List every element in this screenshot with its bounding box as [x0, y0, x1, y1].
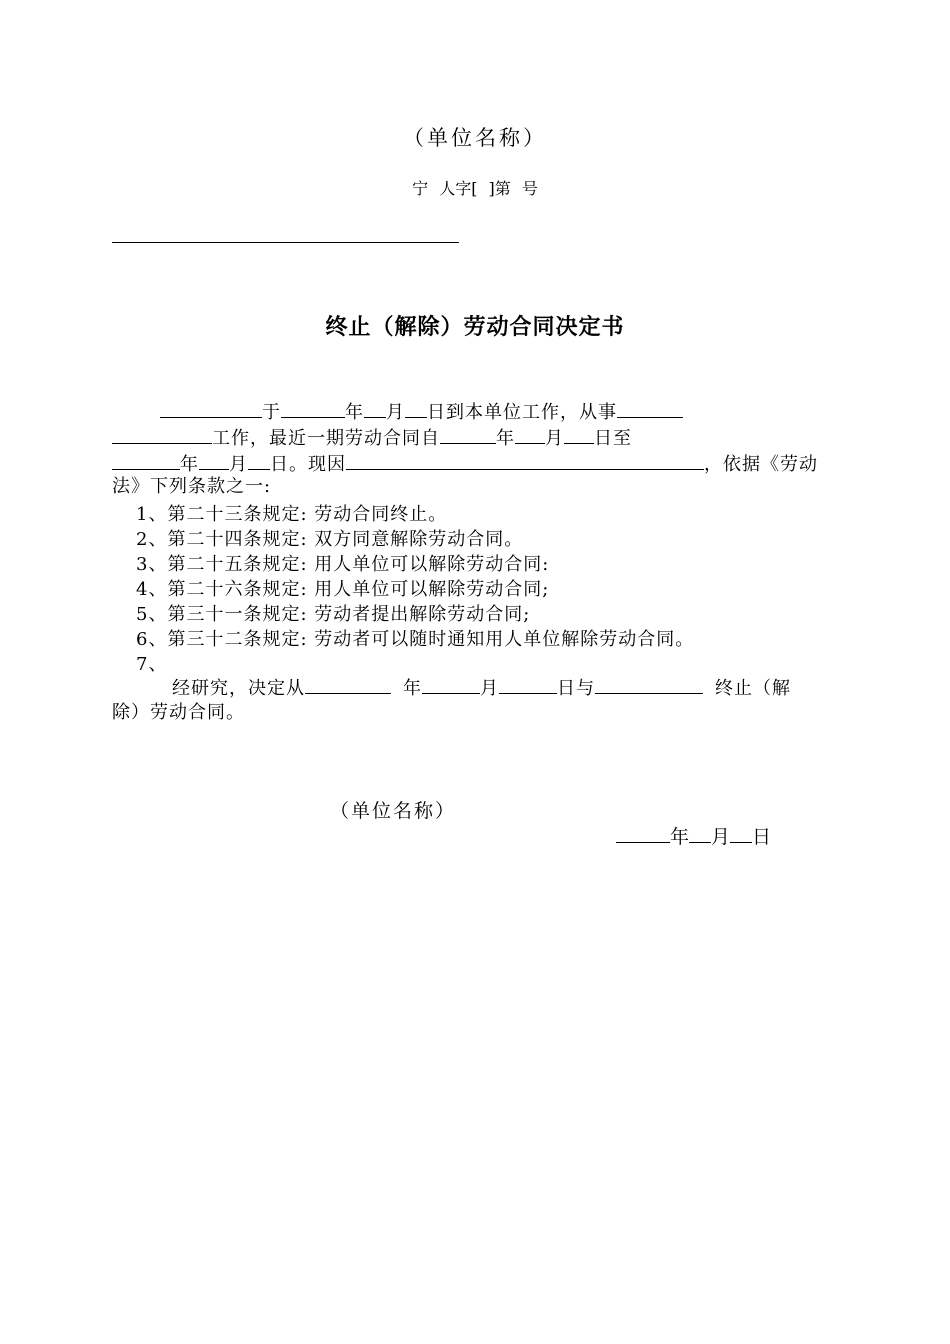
- body-ri-xianyin: 日。现因: [270, 454, 346, 475]
- clause-item: 6、第三十二条规定: 劳动者可以随时通知用人单位解除劳动合同。: [136, 629, 695, 650]
- decision-nian: 年: [403, 678, 422, 699]
- signature-yue: 月: [711, 826, 731, 848]
- clause-item: 4、第二十六条规定: 用人单位可以解除劳动合同;: [136, 579, 550, 600]
- clause-item: 5、第三十一条规定: 劳动者提出解除劳动合同;: [136, 604, 531, 625]
- signature-day-blank[interactable]: [730, 824, 752, 843]
- start-month-blank[interactable]: [364, 399, 386, 418]
- contract-start-day-blank[interactable]: [564, 425, 594, 444]
- clause-item: 1、第二十三条规定: 劳动合同终止。: [136, 504, 448, 525]
- body-ri-zhi: 日至: [594, 428, 632, 449]
- clause-item: 3、第二十五条规定: 用人单位可以解除劳动合同:: [136, 554, 550, 575]
- decision-line-2: 除）劳动合同。: [112, 702, 245, 723]
- contract-end-day-blank[interactable]: [248, 451, 270, 470]
- decision-lead: 经研究，决定从: [172, 678, 305, 699]
- signature-nian: 年: [670, 826, 690, 848]
- issuer-unit-name: （单位名称）: [403, 126, 547, 150]
- body-yue-2: 月: [545, 428, 564, 449]
- body-ri-dao: 日到本单位工作，从事: [427, 402, 617, 423]
- body-yu: 于: [262, 402, 281, 423]
- body-yue-3: 月: [229, 454, 248, 475]
- body-line-2: [112, 425, 632, 451]
- start-year-blank[interactable]: [281, 399, 345, 418]
- body-yue: 月: [386, 402, 405, 423]
- signature-unit-name: （单位名称）: [330, 800, 457, 822]
- contract-start-year-blank[interactable]: [440, 425, 496, 444]
- start-day-blank[interactable]: [405, 399, 427, 418]
- document-title: 终止（解除）劳动合同决定书: [325, 314, 625, 340]
- signature-date: [616, 822, 771, 849]
- decision-line-1: [172, 675, 791, 701]
- decision-yue: 月: [480, 678, 499, 699]
- decision-year-blank[interactable]: [305, 675, 391, 694]
- body-yiju: ，依据《劳动: [704, 454, 818, 475]
- body-gongzuo: 工作，最近一期劳动合同自: [212, 428, 440, 449]
- document-number: 宁 人字[ ]第 号: [412, 179, 538, 198]
- clause-item: 7、: [136, 654, 168, 675]
- contract-start-month-blank[interactable]: [515, 425, 545, 444]
- decision-tail: 终止（解: [715, 678, 791, 699]
- job-blank-a[interactable]: [617, 399, 683, 418]
- body-nian: 年: [345, 402, 364, 423]
- signature-month-blank[interactable]: [689, 824, 711, 843]
- body-line-1: [160, 399, 683, 425]
- body-nian-3: 年: [180, 454, 199, 475]
- decision-ri-yu: 日与: [557, 678, 595, 699]
- clause-item: 2、第二十四条规定: 双方同意解除劳动合同。: [136, 529, 524, 550]
- reason-blank[interactable]: [346, 451, 704, 470]
- decision-employee-blank[interactable]: [595, 675, 703, 694]
- signature-ri: 日: [752, 826, 772, 848]
- body-line-3: [112, 451, 818, 477]
- contract-end-month-blank[interactable]: [199, 451, 229, 470]
- employee-name-blank[interactable]: [160, 399, 262, 418]
- decision-month-blank[interactable]: [422, 675, 480, 694]
- body-line-4: 法》下列条款之一:: [112, 476, 272, 497]
- contract-end-year-blank[interactable]: [112, 451, 180, 470]
- signature-year-blank[interactable]: [616, 824, 670, 843]
- header-divider: [112, 242, 459, 243]
- decision-day-blank[interactable]: [499, 675, 557, 694]
- job-blank-b[interactable]: [112, 425, 212, 444]
- body-nian-2: 年: [496, 428, 515, 449]
